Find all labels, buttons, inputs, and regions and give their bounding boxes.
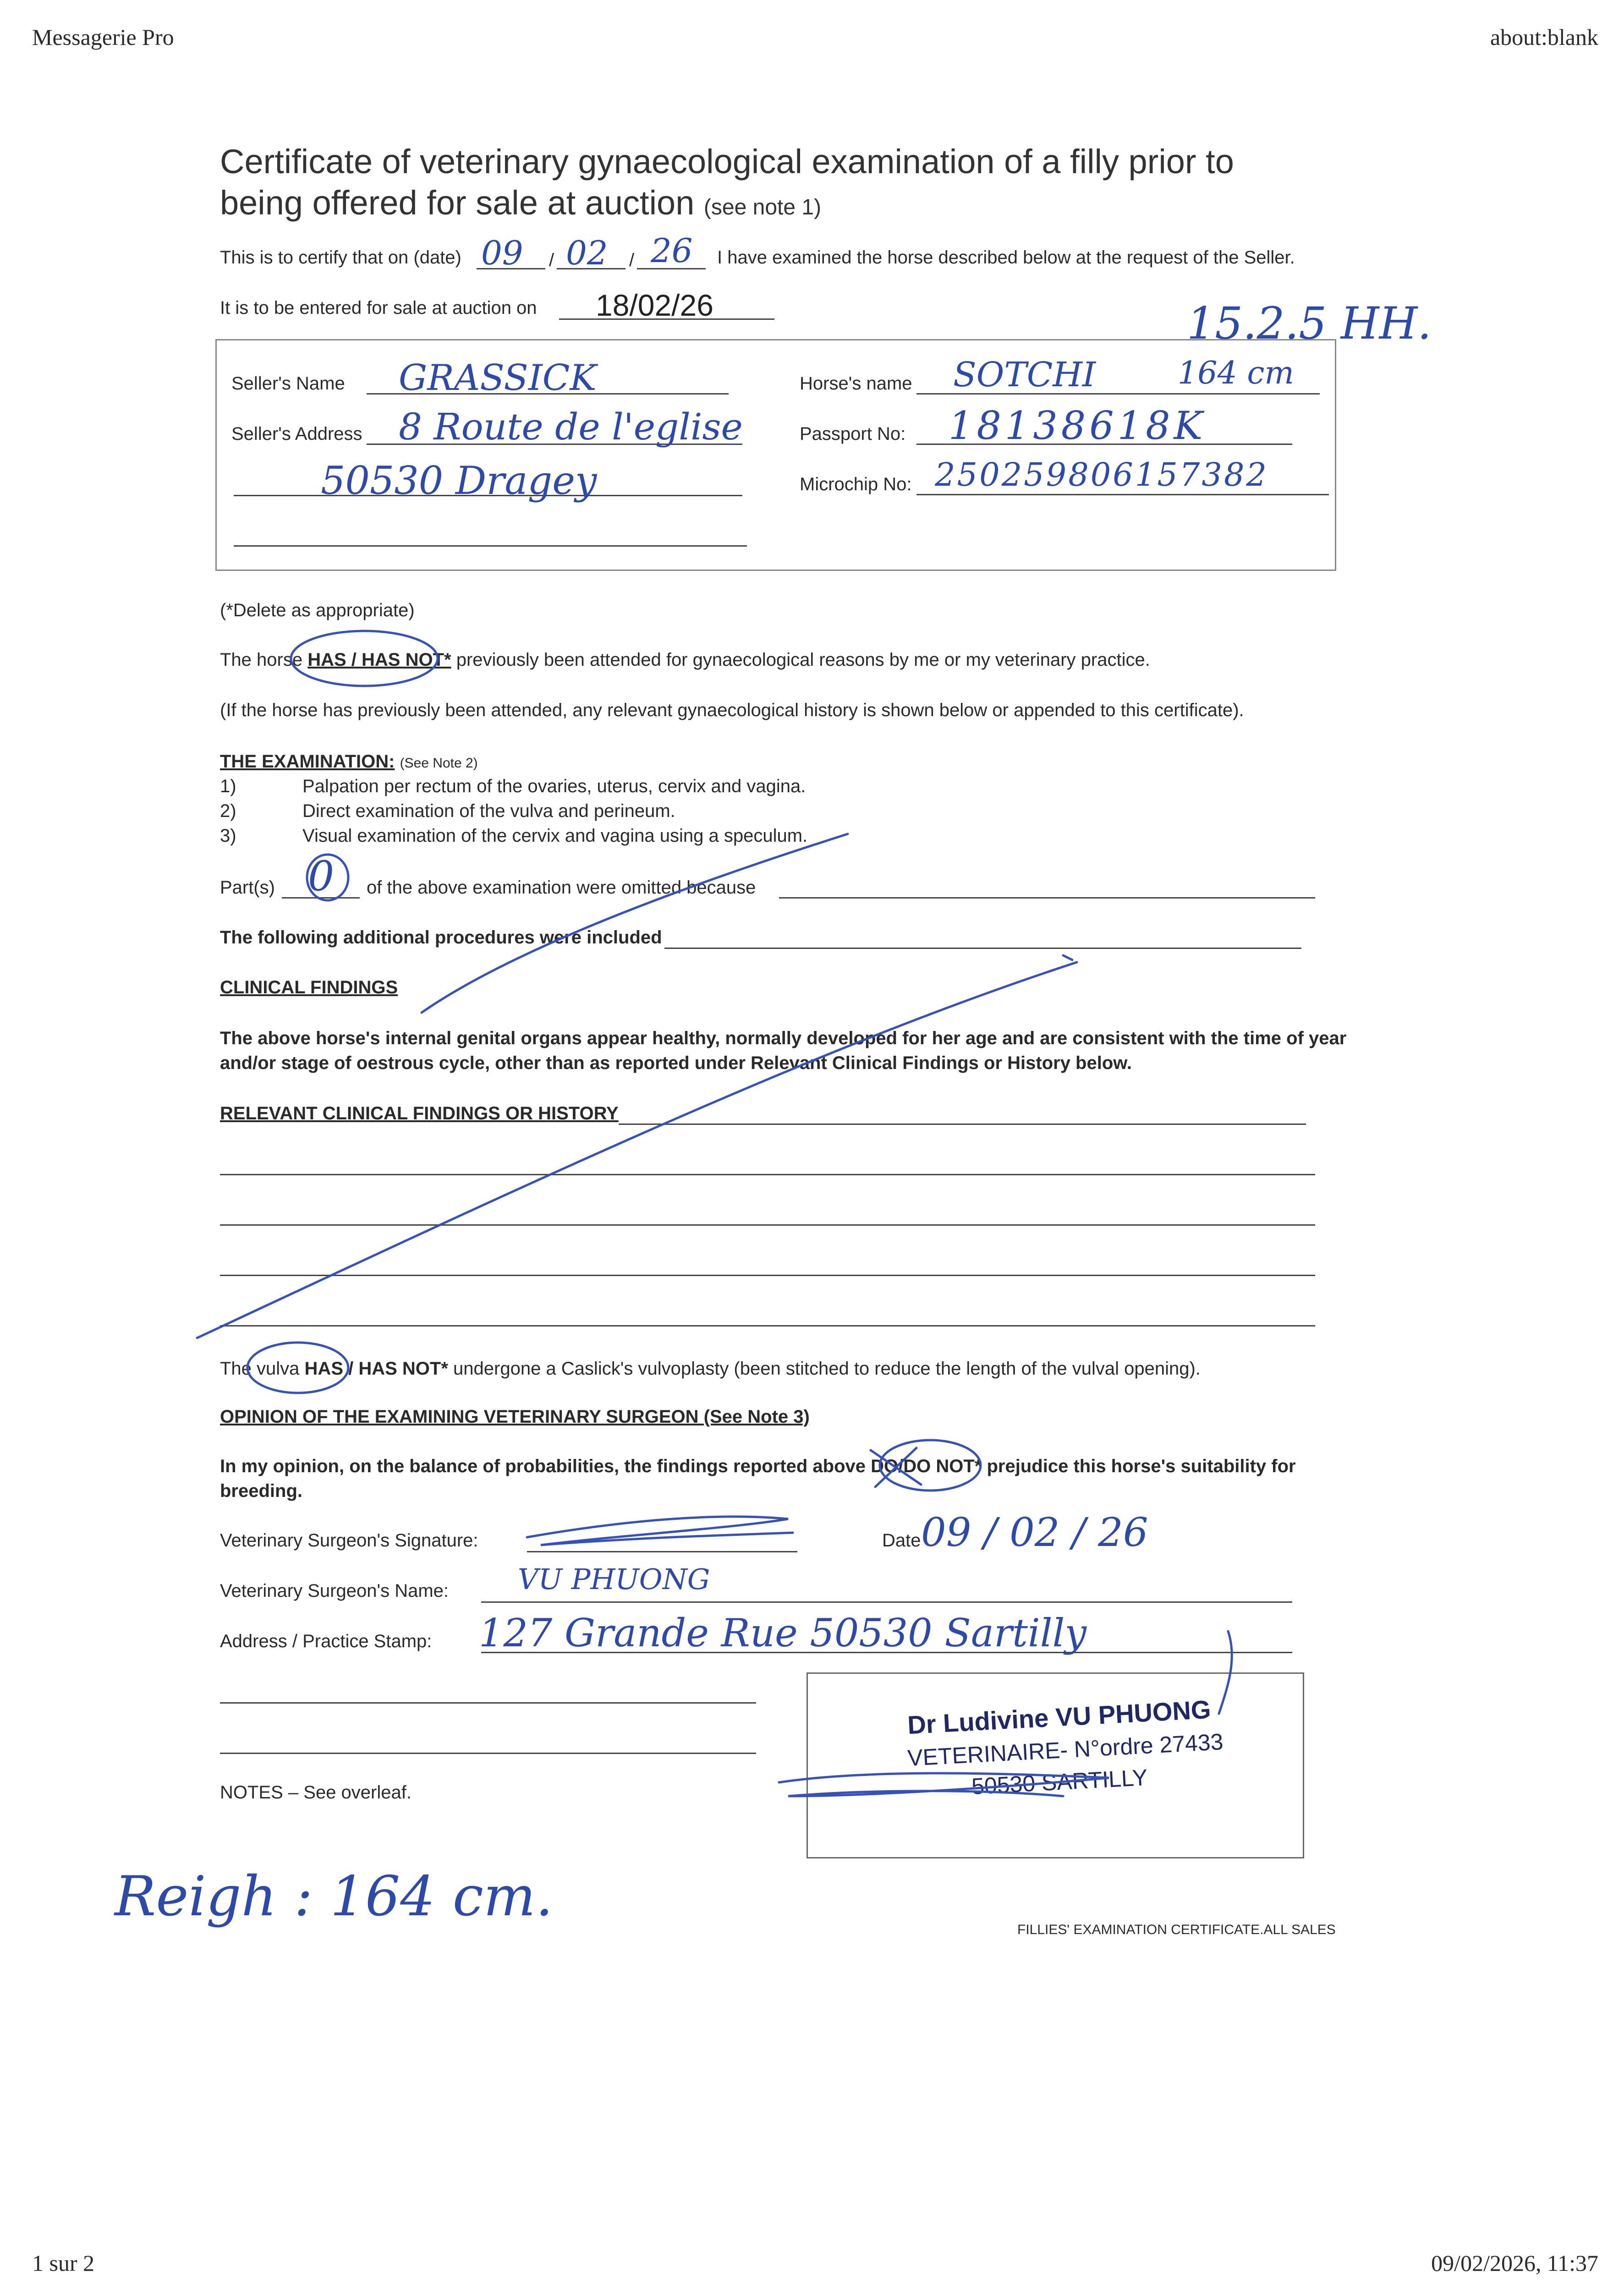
stamp-line-2: VETERINAIRE- N°ordre 27433 <box>907 1728 1224 1771</box>
handwritten-height-note: Reigh : 164 cm. <box>115 1865 553 1929</box>
horse-name-label: Horse's name <box>800 373 912 394</box>
signature-scribble <box>527 1517 793 1545</box>
form-code: FILLIES' EXAMINATION CERTIFICATE.ALL SALES <box>1017 1922 1336 1937</box>
height-note: 15.2.5 HH. <box>1187 298 1432 349</box>
certificate-title-line1: Certificate of veterinary gynaecological examination of a filly prior to <box>220 143 1234 181</box>
seller-address-line1: 8 Route de l'eglise <box>399 406 743 448</box>
auction-date: 18/02/26 <box>596 288 713 322</box>
surgeon-name-label: Veterinary Surgeon's Name: <box>220 1581 449 1601</box>
signature-date-label: Date <box>882 1530 921 1551</box>
stamp-signature-scribble <box>779 1773 1109 1796</box>
title-text: being offered for sale at auction <box>220 184 695 222</box>
signature-date-value: 09 / 02 / 26 <box>921 1510 1148 1556</box>
circle-vulva-choice <box>247 1343 348 1393</box>
passport-value: 18138618K <box>949 403 1207 448</box>
exam-item-2-text: Direct examination of the vulva and perineum. <box>302 801 675 821</box>
vulva-prefix: The vulva <box>220 1359 300 1379</box>
opinion-heading: OPINION OF THE EXAMINING VETERINARY SURGEON (See Note 3) <box>220 1407 810 1427</box>
circle-attended-choice <box>291 631 438 686</box>
parts-omitted-value: 0 <box>308 852 335 900</box>
attended-suffix: previously been attended for gynaecological reasons by me or my veterinary practice. <box>456 650 1150 670</box>
seller-name-value: GRASSICK <box>399 357 597 399</box>
additional-procedures: The following additional procedures were included <box>220 927 662 948</box>
print-header-url: about:blank <box>1490 24 1598 50</box>
opinion-text-1: In my opinion, on the balance of probabilities, the findings reported above <box>220 1456 866 1476</box>
exam-date-year: 26 <box>651 231 693 270</box>
delete-note: (*Delete as appropriate) <box>220 600 415 620</box>
microchip-label: Microchip No: <box>800 474 912 494</box>
microchip-value: 250259806157382 <box>935 456 1269 493</box>
passport-label: Passport No: <box>800 424 906 444</box>
clinical-text-1: The above horse's internal genital organs appear healthy, normally developed for her age and are consistent with the time of year <box>220 1028 1347 1048</box>
stamp-mark <box>1219 1631 1232 1714</box>
cancel-stroke-1 <box>422 834 848 1013</box>
cancel-stroke-2 <box>197 962 1077 1338</box>
cancel-stroke-tick <box>1063 955 1072 960</box>
opinion-text-1b: prejudice this horse's suitability for <box>987 1456 1296 1476</box>
seller-address-label: Seller's Address <box>231 424 362 444</box>
vulva-suffix: undergone a Caslick's vulvoplasty (been stitched to reduce the length of the vulval opening). <box>453 1359 1201 1379</box>
print-footer-page: 1 sur 2 <box>32 2250 95 2276</box>
clinical-findings-heading: CLINICAL FINDINGS <box>220 977 398 998</box>
parts-prefix: Part(s) <box>220 877 275 898</box>
title-note: (see note 1) <box>703 195 822 219</box>
history-note: (If the horse has previously been attended, any relevant gynaecological history is shown below or appended to this certificate). <box>220 700 1244 720</box>
opinion-line-2: breeding. <box>220 1481 303 1501</box>
exam-item-2-num: 2) <box>220 801 236 821</box>
certify-prefix: This is to certify that on (date) <box>220 247 461 268</box>
stamp-line-3: 50530 SARTILLY <box>971 1764 1148 1800</box>
circle-opinion-choice <box>880 1440 981 1491</box>
exam-item-1-text: Palpation per rectum of the ovaries, uterus, cervix and vagina. <box>302 776 806 796</box>
exam-heading-text: THE EXAMINATION: <box>220 751 395 772</box>
exam-item-1-num: 1) <box>220 776 236 796</box>
print-footer-datetime: 09/02/2026, 11:37 <box>1431 2250 1598 2276</box>
horse-name-value: SOTCHI <box>953 355 1096 395</box>
clinical-text-2: and/or stage of oestrous cycle, other than as reported under Relevant Clinical Findings or History below. <box>220 1053 1132 1073</box>
auction-prefix: It is to be entered for sale at auction on <box>220 298 537 318</box>
notes-label: NOTES – See overleaf. <box>220 1782 411 1803</box>
practice-address-value: 127 Grande Rue 50530 Sartilly <box>479 1611 1086 1655</box>
circle-parts <box>307 855 348 900</box>
stamp-line-1: Dr Ludivine VU PHUONG <box>906 1694 1212 1740</box>
exam-heading-note: (See Note 2) <box>400 756 478 771</box>
horse-height-value: 164 cm <box>1178 355 1294 391</box>
cross-opinion <box>871 1448 921 1487</box>
attended-prefix: The horse <box>220 650 303 670</box>
seller-address-line2: 50530 Dragey <box>321 458 597 503</box>
print-header-title: Messagerie Pro <box>32 24 174 50</box>
exam-item-3-num: 3) <box>220 826 236 846</box>
exam-date-month: 02 <box>566 234 608 272</box>
parts-suffix: of the above examination were omitted because <box>367 877 756 898</box>
signature-label: Veterinary Surgeon's Signature: <box>220 1530 478 1551</box>
attended-choice: HAS / HAS NOT* <box>307 650 451 670</box>
opinion-choice: DO/DO NOT* <box>871 1456 982 1476</box>
surgeon-name-value: VU PHUONG <box>518 1562 710 1596</box>
certify-suffix: I have examined the horse described below at the request of the Seller. <box>717 247 1295 268</box>
address-stamp-label: Address / Practice Stamp: <box>220 1631 432 1651</box>
relevant-findings-heading: RELEVANT CLINICAL FINDINGS OR HISTORY <box>220 1103 619 1124</box>
exam-date-day: 09 <box>481 234 523 272</box>
exam-item-3-text: Visual examination of the cervix and vagina using a speculum. <box>302 826 808 846</box>
vulva-choice: HAS / HAS NOT* <box>304 1359 448 1379</box>
seller-name-label: Seller's Name <box>231 373 345 394</box>
